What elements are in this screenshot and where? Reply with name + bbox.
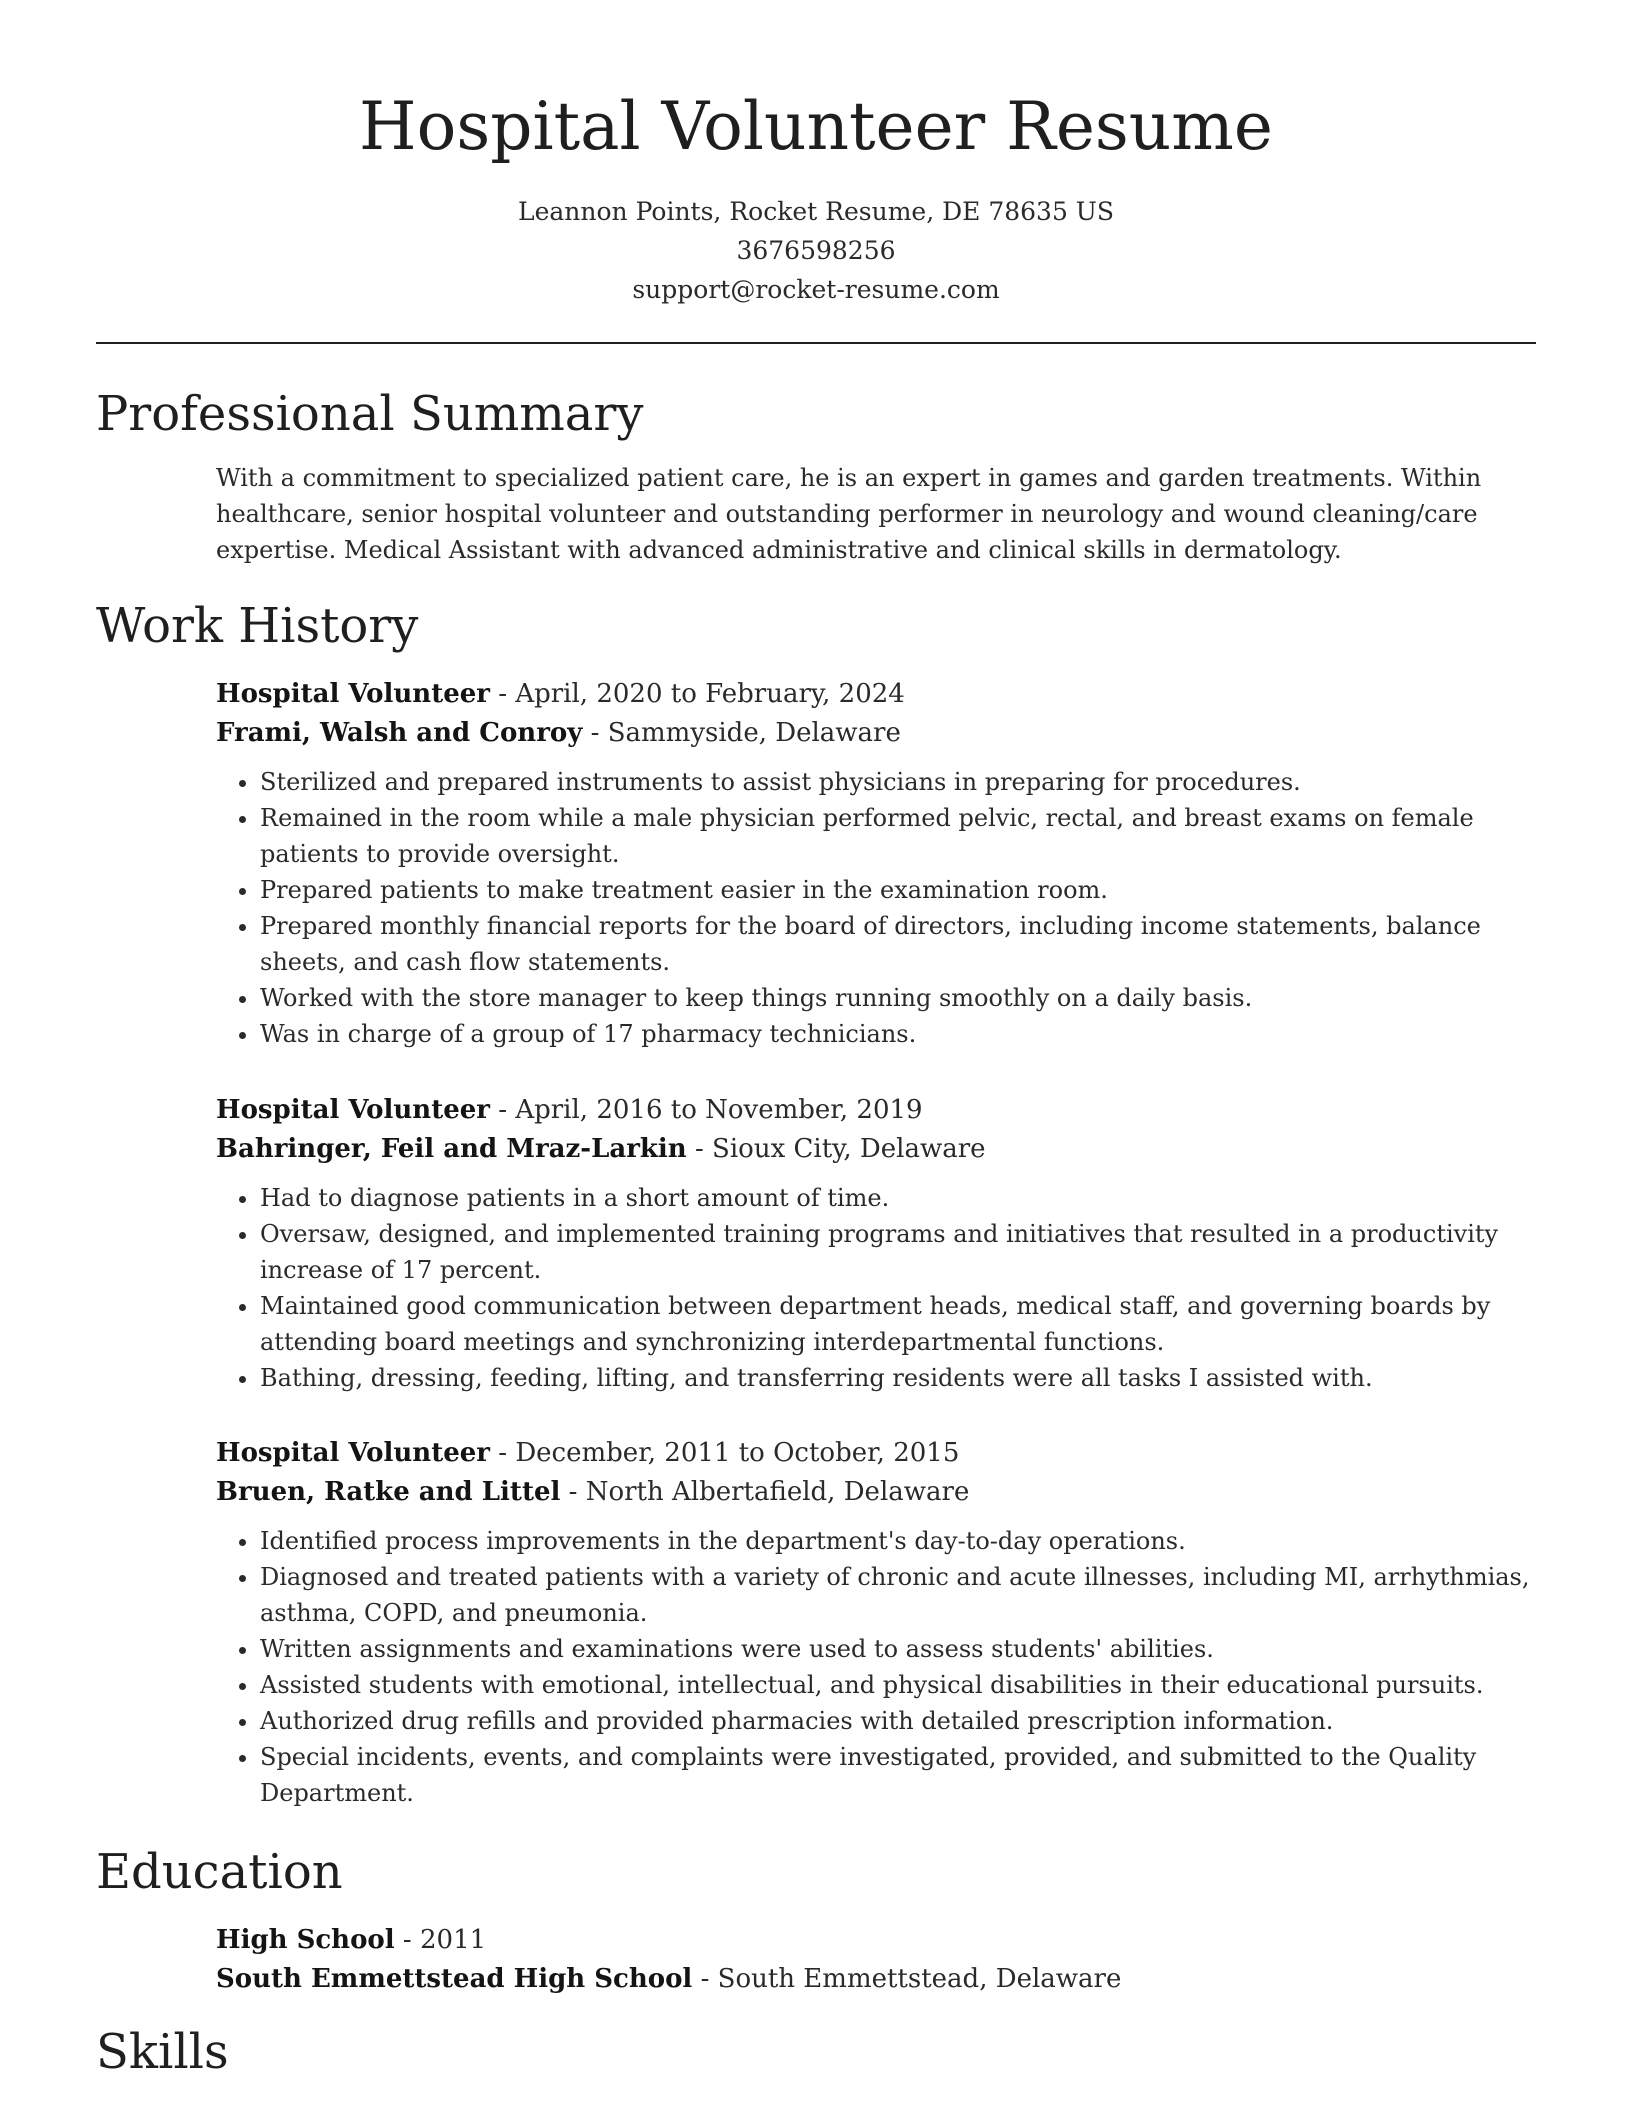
address-line: Leannon Points, Rocket Resume, DE 78635 US (518, 197, 1114, 226)
job-bullets (216, 1180, 1536, 1396)
education-entry (216, 1921, 1536, 1999)
summary-text: With a commitment to specialized patient care, he is an expert in games and garden treatments. Within healthcare, senior hospital volunteer and outstanding performer in neurology and wound cleaning/care expertise. Medical Assistant with advanced administrative and clinical skills in dermatology. (216, 464, 1482, 564)
job-bullet: • Oversaw, designed, and implemented training programs and initiatives that resulted in a productivity increase of 17 percent. (260, 1216, 1536, 1288)
job-bullet: • Worked with the store manager to keep things running smoothly on a daily basis. (260, 980, 1536, 1016)
summary-section (216, 460, 1536, 568)
job-company: Bruen, Ratke and Littel (216, 1477, 561, 1507)
job-title: Hospital Volunteer (216, 679, 490, 709)
job-location: Sioux City, Delaware (712, 1134, 986, 1164)
job-bullet: • Had to diagnose patients in a short amount of time. (260, 1180, 1536, 1216)
job-bullet: • Maintained good communication between department heads, medical staff, and governing boards by attending board meetings and synchronizing interdepartmental functions. (260, 1288, 1536, 1360)
phone-line: 3676598256 (736, 236, 896, 265)
separator: - (560, 1477, 586, 1507)
job-entry (216, 675, 1536, 1052)
work-history-heading: Work History (96, 598, 419, 654)
job-dates: April, 2020 to February, 2024 (515, 679, 905, 709)
job-company-line (216, 1473, 1536, 1512)
school-line (216, 1960, 1536, 1999)
job-location: Sammyside, Delaware (607, 718, 901, 748)
separator: - (394, 1925, 420, 1955)
skills-heading: Skills (96, 2024, 229, 2080)
degree-line (216, 1921, 1536, 1960)
education-heading: Education (96, 1844, 343, 1900)
degree: High School (216, 1925, 395, 1955)
job-title-line (216, 675, 1536, 714)
job-title: Hospital Volunteer (216, 1095, 490, 1125)
job-bullet: • Special incidents, events, and complaints were investigated, provided, and submitted to the Quality Department. (260, 1739, 1536, 1811)
job-entry (216, 1434, 1536, 1811)
job-bullets (216, 764, 1536, 1052)
separator: - (692, 1964, 718, 1994)
header-divider (96, 342, 1536, 344)
separator: - (582, 718, 608, 748)
job-bullet: • Written assignments and examinations were used to assess students' abilities. (260, 1631, 1536, 1667)
graduation-year: 2011 (419, 1925, 487, 1955)
job-entry (216, 1091, 1536, 1396)
job-bullet: • Assisted students with emotional, intellectual, and physical disabilities in their educational pursuits. (260, 1667, 1536, 1703)
separator: - (490, 679, 516, 709)
job-bullet: • Diagnosed and treated patients with a variety of chronic and acute illnesses, including MI, arrhythmias, asthma, COPD, and pneumonia. (260, 1559, 1536, 1631)
email-line: support@rocket-resume.com (632, 275, 1000, 304)
school-name: South Emmettstead High School (216, 1964, 693, 1994)
job-company: Frami, Walsh and Conroy (216, 718, 583, 748)
job-title-line (216, 1434, 1536, 1473)
separator: - (490, 1095, 516, 1125)
job-company: Bahringer, Feil and Mraz-Larkin (216, 1134, 687, 1164)
job-bullet: • Identified process improvements in the department's day-to-day operations. (260, 1523, 1536, 1559)
job-dates: December, 2011 to October, 2015 (515, 1438, 960, 1468)
job-title-line (216, 1091, 1536, 1130)
job-bullet: • Was in charge of a group of 17 pharmacy technicians. (260, 1016, 1536, 1052)
job-bullet: • Prepared monthly financial reports for the board of directors, including income statements, balance sheets, and cash flow statements. (260, 908, 1536, 980)
job-bullet: • Authorized drug refills and provided pharmacies with detailed prescription information. (260, 1703, 1536, 1739)
job-bullet: • Remained in the room while a male physician performed pelvic, rectal, and breast exams on female patients to provide oversight. (260, 800, 1536, 872)
separator: - (490, 1438, 516, 1468)
job-bullets (216, 1523, 1536, 1811)
contact-info (0, 192, 1632, 309)
job-location: North Albertafield, Delaware (585, 1477, 970, 1507)
resume-title: Hospital Volunteer Resume (359, 88, 1273, 165)
summary-heading: Professional Summary (96, 386, 644, 442)
separator: - (686, 1134, 713, 1164)
job-company-line (216, 1130, 1536, 1169)
job-dates: April, 2016 to November, 2019 (515, 1095, 923, 1125)
school-location: South Emmettstead, Delaware (717, 1964, 1122, 1994)
job-bullet: • Prepared patients to make treatment easier in the examination room. (260, 872, 1536, 908)
job-company-line (216, 714, 1536, 753)
job-bullet: • Bathing, dressing, feeding, lifting, and transferring residents were all tasks I assisted with. (260, 1360, 1536, 1396)
job-title: Hospital Volunteer (216, 1438, 490, 1468)
job-bullet: • Sterilized and prepared instruments to assist physicians in preparing for procedures. (260, 764, 1536, 800)
